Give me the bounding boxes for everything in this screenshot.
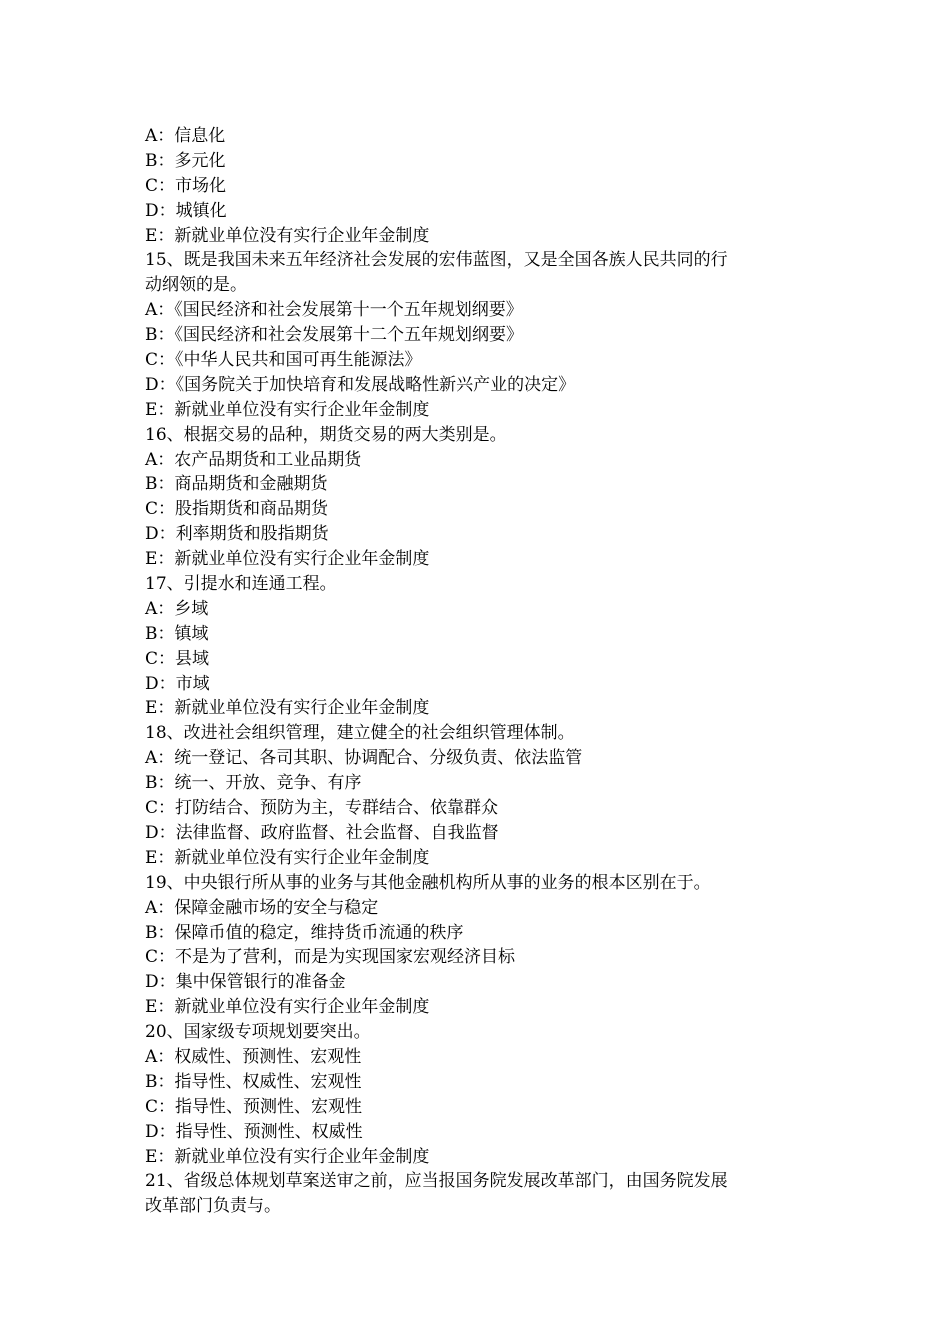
question-19: 19、中央银行所从事的业务与其他金融机构所从事的业务的根本区别在于。 [145, 872, 711, 893]
question-20-option-c: C：指导性、预测性、宏观性 [145, 1096, 363, 1117]
question-16-option-d: D：利率期货和股指期货 [145, 524, 329, 545]
question-16: 16、根据交易的品种，期货交易的两大类别是。 [145, 424, 507, 445]
question-21-line-1: 21、省级总体规划草案送审之前，应当报国务院发展改革部门，由国务院发展 [145, 1171, 728, 1192]
question-17-option-a: A：乡域 [145, 598, 209, 619]
option-d-line: D：城镇化 [145, 200, 227, 221]
question-15-option-e: E：新就业单位没有实行企业年金制度 [145, 399, 430, 420]
question-18-option-d: D：法律监督、政府监督、社会监督、自我监督 [145, 822, 499, 843]
option-c-line: C：市场化 [145, 175, 227, 196]
question-18-option-b: B：统一、开放、竞争、有序 [145, 773, 362, 794]
question-17-option-c: C：县域 [145, 648, 210, 669]
question-18-option-e: E：新就业单位没有实行企业年金制度 [145, 847, 430, 868]
option-a-line: A：信息化 [145, 126, 226, 146]
question-16-option-a: A：农产品期货和工业品期货 [145, 449, 362, 470]
question-17-option-e: E：新就业单位没有实行企业年金制度 [145, 698, 430, 719]
question-19-option-b: B：保障币值的稳定，维持货币流通的秩序 [145, 922, 464, 943]
question-17-option-d: D：市域 [145, 673, 210, 694]
question-19-option-c: C：不是为了营利，而是为实现国家宏观经济目标 [145, 947, 516, 968]
document-page [145, 124, 815, 1219]
question-19-option-d: D：集中保管银行的准备金 [145, 972, 346, 993]
question-15-option-a: A：《国民经济和社会发展第十一个五年规划纲要》 [145, 300, 523, 321]
question-16-option-c: C：股指期货和商品期货 [145, 499, 329, 520]
question-18-option-c: C：打防结合、预防为主，专群结合、依靠群众 [145, 798, 499, 819]
question-21-line-2: 改革部门负责与。 [145, 1196, 281, 1217]
question-20-option-a: A：权威性、预测性、宏观性 [145, 1046, 362, 1067]
option-e-line: E：新就业单位没有实行企业年金制度 [145, 225, 430, 246]
question-20-option-d: D：指导性、预测性、权威性 [145, 1121, 363, 1142]
question-15-line-2: 动纲领的是。 [145, 275, 247, 296]
question-20-option-b: B：指导性、权威性、宏观性 [145, 1071, 362, 1092]
question-15-option-c: C：《中华人民共和国可再生能源法》 [145, 350, 422, 371]
question-18-option-a: A：统一登记、各司其职、协调配合、分级负责、依法监管 [145, 748, 583, 769]
question-20-option-e: E：新就业单位没有实行企业年金制度 [145, 1146, 430, 1167]
question-15-line-1: 15、既是我国未来五年经济社会发展的宏伟蓝图，又是全国各族人民共同的行 [145, 250, 728, 271]
question-18: 18、改进社会组织管理，建立健全的社会组织管理体制。 [145, 723, 575, 744]
question-17-option-b: B：镇域 [145, 623, 209, 644]
question-15-option-b: B：《国民经济和社会发展第十二个五年规划纲要》 [145, 325, 523, 346]
question-19-option-a: A：保障金融市场的安全与稳定 [145, 897, 379, 918]
question-20: 20、国家级专项规划要突出。 [145, 1022, 371, 1043]
question-16-option-b: B：商品期货和金融期货 [145, 474, 328, 495]
question-16-option-e: E：新就业单位没有实行企业年金制度 [145, 549, 430, 570]
question-17: 17、引提水和连通工程。 [145, 574, 337, 595]
question-15-option-d: D：《国务院关于加快培育和发展战略性新兴产业的决定》 [145, 374, 576, 395]
option-b-line: B：多元化 [145, 150, 226, 171]
question-19-option-e: E：新就业单位没有实行企业年金制度 [145, 997, 430, 1018]
